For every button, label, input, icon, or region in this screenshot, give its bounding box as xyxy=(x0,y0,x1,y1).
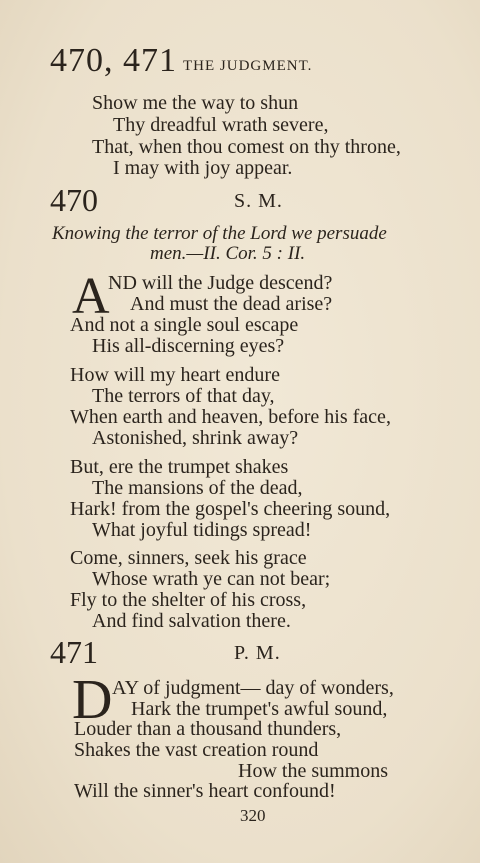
verse-line: Hark the trumpet's awful sound, xyxy=(131,698,388,720)
verse-line: And must the dead arise? xyxy=(130,293,333,315)
verse-line: Whose wrath ye can not bear; xyxy=(92,568,331,590)
page-number: 320 xyxy=(240,806,266,825)
verse-line: The mansions of the dead, xyxy=(92,477,303,499)
verse-line: Hark! from the gospel's cheering sound, xyxy=(70,498,391,520)
verse-line: How the summons xyxy=(238,760,388,782)
verse-line: The terrors of that day, xyxy=(92,385,275,407)
verse-line: ND will the Judge descend? xyxy=(108,272,333,294)
verse-line: Come, sinners, seek his grace xyxy=(70,547,307,569)
verse-line: Show me the way to shun xyxy=(92,92,299,114)
verse-line: How will my heart endure xyxy=(70,364,280,386)
verse-line: And not a single soul escape xyxy=(70,314,299,336)
scripture-text: Knowing the terror of the Lord we persuade xyxy=(52,223,387,244)
verse-line: But, ere the trumpet shakes xyxy=(70,456,289,478)
drop-cap: D xyxy=(72,669,113,731)
running-title: THE JUDGMENT. xyxy=(183,58,313,74)
verse-line: Fly to the shelter of his cross, xyxy=(70,589,307,611)
drop-cap: A xyxy=(72,268,110,325)
meter-470: S. M. xyxy=(234,190,283,212)
verse-line: What joyful tidings spread! xyxy=(92,519,312,541)
verse-line: Louder than a thousand thunders, xyxy=(74,718,342,740)
verse-line: Shakes the vast creation round xyxy=(74,739,319,761)
verse-line: And find salvation there. xyxy=(92,610,291,632)
hymn-number-470: 470 xyxy=(50,182,98,218)
meter-471: P. M. xyxy=(234,642,281,664)
verse-line: When earth and heaven, before his face, xyxy=(70,406,391,428)
verse-line: His all-discerning eyes? xyxy=(92,335,285,357)
verse-line: That, when thou comest on thy throne, xyxy=(92,136,401,158)
verse-line: Thy dreadful wrath severe, xyxy=(113,114,329,136)
verse-line: Astonished, shrink away? xyxy=(92,427,299,449)
verse-line: AY of judgment— day of wonders, xyxy=(112,677,394,699)
verse-line: Will the sinner's heart confound! xyxy=(74,780,336,802)
hymn-number-471: 471 xyxy=(50,634,98,670)
verse-line: I may with joy appear. xyxy=(113,157,293,179)
hymn-numbers-header: 470, 471 xyxy=(50,42,177,79)
scripture-reference: men.—II. Cor. 5 : II. xyxy=(150,243,306,264)
